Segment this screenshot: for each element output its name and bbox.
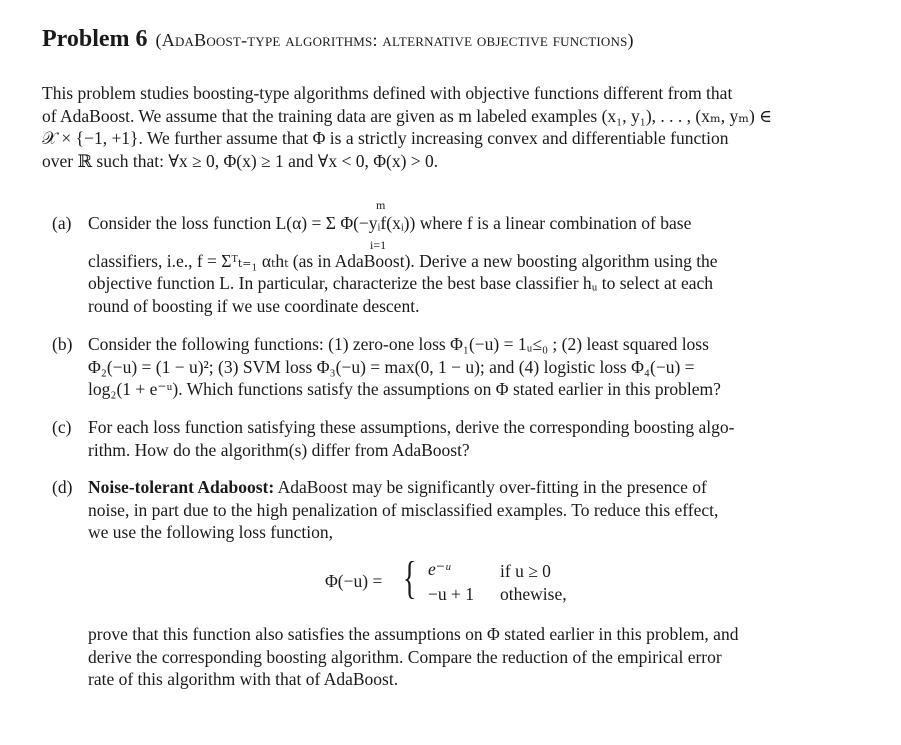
case2-condition: othewise, bbox=[500, 584, 567, 604]
part-a bbox=[52, 198, 827, 316]
part-heading: Noise-tolerant Adaboost: bbox=[88, 477, 275, 497]
part-line: log₂(1 + e⁻ᵘ). Which functions satisfy the assumptions on Φ stated earlier in this problem? bbox=[88, 379, 721, 399]
part-line: derive the corresponding boosting algorithm. Compare the reduction of the empirical error bbox=[88, 646, 722, 667]
formula-lhs: Φ(−u) = bbox=[325, 571, 383, 591]
part-line: Φ₂(−u) = (1 − u)²; (3) SVM loss Φ₃(−u) = max(0, 1 − u); and (4) logistic loss Φ₄(−u) = bbox=[88, 356, 695, 377]
part-b bbox=[52, 333, 827, 403]
problem-title bbox=[42, 26, 634, 53]
intro-line: over ℝ such that: ∀x ≥ 0, Φ(x) ≥ 1 and ∀x < 0, Φ(x) > 0. bbox=[42, 150, 439, 171]
part-label: (d) bbox=[52, 477, 73, 497]
case1-expression: e⁻ᵘ bbox=[428, 559, 451, 579]
part-line: AdaBoost may be significantly over-fitting in the presence of bbox=[277, 477, 707, 497]
part-c bbox=[52, 416, 827, 464]
sum-upper-limit: m bbox=[376, 198, 386, 212]
case2-expression: −u + 1 bbox=[428, 584, 474, 604]
problem-label: Problem 6 bbox=[42, 26, 148, 52]
problem-subtitle: (AdaBoost-type algorithms: alternative objective functions) bbox=[155, 30, 634, 50]
part-d-continued bbox=[52, 623, 827, 693]
part-line: Consider the following functions: (1) zero-one loss Φ₁(−u) = 1ᵤ≤₀ ; (2) least squared loss bbox=[88, 334, 709, 354]
piecewise-formula bbox=[325, 552, 625, 607]
part-line: classifiers, i.e., f = Σᵀₜ₌₁ αₜhₜ (as in AdaBoost). Derive a new boosting algorithm using the bbox=[88, 250, 718, 271]
case1-condition: if u ≥ 0 bbox=[500, 561, 551, 581]
part-line: noise, in part due to the high penalization of misclassified examples. To reduce this effect, bbox=[88, 499, 719, 520]
part-label: (b) bbox=[52, 334, 73, 354]
part-line: prove that this function also satisfies the assumptions on Φ stated earlier in this problem, and bbox=[88, 624, 739, 644]
part-label: (a) bbox=[52, 213, 72, 233]
intro-line: This problem studies boosting-type algorithms defined with objective functions different from that bbox=[42, 83, 733, 103]
part-line: rithm. How do the algorithm(s) differ from AdaBoost? bbox=[88, 439, 470, 460]
intro-paragraph bbox=[42, 82, 832, 172]
intro-line: of AdaBoost. We assume that the training data are given as m labeled examples (x₁, y₁), . . . , (xₘ, yₘ) ∈ bbox=[42, 105, 773, 126]
part-label: (c) bbox=[52, 417, 72, 437]
intro-line: 𝒳 × {−1, +1}. We further assume that Φ is a strictly increasing convex and differentiable function bbox=[42, 128, 729, 148]
sum-lower-limit: i=1 bbox=[370, 238, 387, 252]
part-line: we use the following loss function, bbox=[88, 522, 333, 542]
part-line: objective function L. In particular, characterize the best base classifier hᵤ to select at each bbox=[88, 273, 714, 293]
part-line: round of boosting if we use coordinate descent. bbox=[88, 295, 420, 316]
part-line: For each loss function satisfying these assumptions, derive the corresponding boosting algo- bbox=[88, 417, 735, 437]
brace-glyph: { bbox=[403, 552, 417, 603]
part-line: Consider the loss function L(α) = Σ Φ(−yᵢf(xᵢ)) where f is a linear combination of base bbox=[88, 213, 692, 233]
part-line: rate of this algorithm with that of AdaBoost. bbox=[88, 669, 399, 689]
